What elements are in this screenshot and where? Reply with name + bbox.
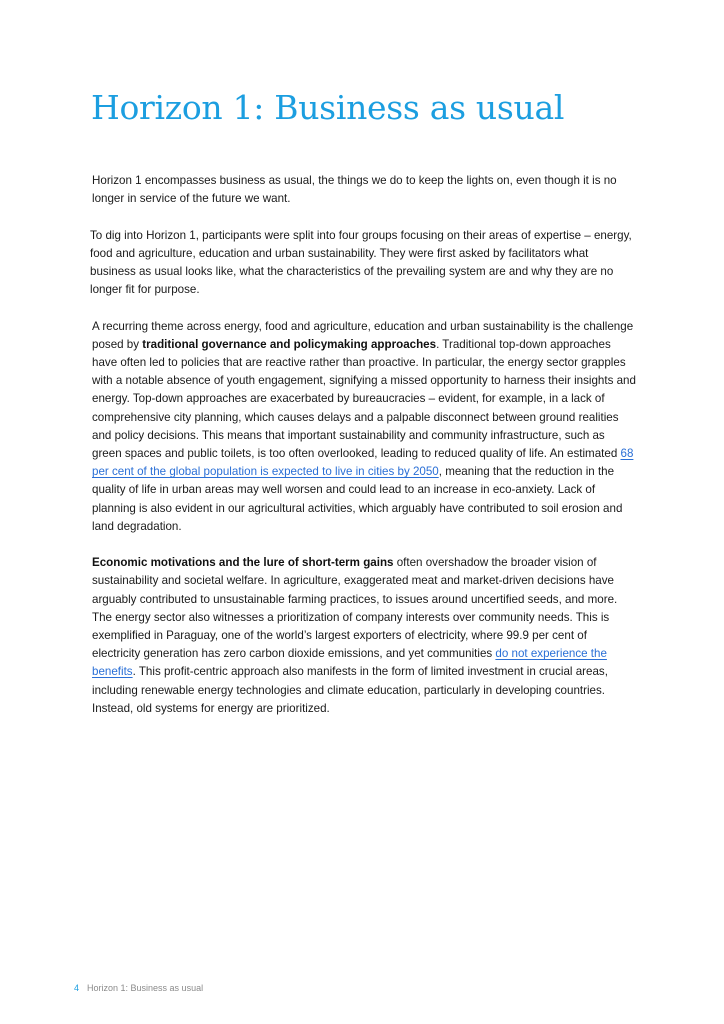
governance-end-text: , meaning that the reduction in the quality of life in urban areas may well worsen and could lead to an increase in eco-anxiety. Lack of planning is also evident in our agricultural activities, which arguably have contributed to soil erosion and land degradation. xyxy=(92,465,623,533)
paragraph-intro: Horizon 1 encompasses business as usual, the things we do to keep the lights on, even though it is no longer in service of the future we want. xyxy=(92,174,617,206)
economic-bold-phrase: Economic motivations and the lure of short-term gains xyxy=(92,556,394,570)
economic-middle-text: often overshadow the broader vision of sustainability and societal welfare. In agriculture, exaggerated meat and market-driven decisions have arguably contributed to unsustainable farming practices, to issues around uncertified seeds, and more. The energy sector also witnesses a prioritization of company interests over community needs. This is exemplified in Paraguay, one of the world’s largest exporters of electricity, where 99.9 per cent of electricity generation has zero carbon dioxide emissions, and yet communities xyxy=(92,556,618,661)
page-number: 4 xyxy=(74,983,80,993)
paragraph-economic xyxy=(92,554,637,718)
footer-section-title: Horizon 1: Business as usual xyxy=(87,983,204,993)
page-footer xyxy=(74,982,203,994)
benefits-link[interactable]: do not experience the benefits xyxy=(92,647,607,679)
governance-middle-text: . Traditional top-down approaches have often led to policies that are reactive rather than proactive. In particular, the energy sector grapples with a notable absence of youth engagement, signifying a missed opportunity to harness their insights and energy. Top-down approaches are exacerbated by bureaucracies – evident, for example, in a lack of comprehensive city planning, which causes delays and a palpable disconnect between ground realities and policy decisions. This means that important sustainability and community infrastructure, such as green spaces and public toilets, is too often overlooked, leading to reduced quality of life. An estimated xyxy=(92,337,636,461)
paragraph-method: To dig into Horizon 1, participants were split into four groups focusing on their areas of expertise – energy, food and agriculture, education and urban sustainability. They were first asked by facilitators what business as usual looks like, what the characteristics of the prevailing system are and why they are no longer fit for purpose. xyxy=(90,228,632,297)
page-title: Horizon 1: Business as usual xyxy=(91,88,565,127)
governance-bold-phrase: traditional governance and policymaking approaches xyxy=(142,337,437,351)
governance-intro-text: A recurring theme across energy, food and agriculture, education and urban sustainability is the challenge posed by xyxy=(92,319,634,351)
economic-end-text: . This profit-centric approach also manifests in the form of limited investment in crucial areas, including renewable energy technologies and climate education, particularly in developing countries. Instead, old systems for energy are prioritized. xyxy=(92,665,608,715)
paragraph-governance xyxy=(92,318,637,536)
body-text xyxy=(92,172,637,736)
urban-population-link[interactable]: 68 per cent of the global population is expected to live in cities by 2050 xyxy=(92,447,634,479)
